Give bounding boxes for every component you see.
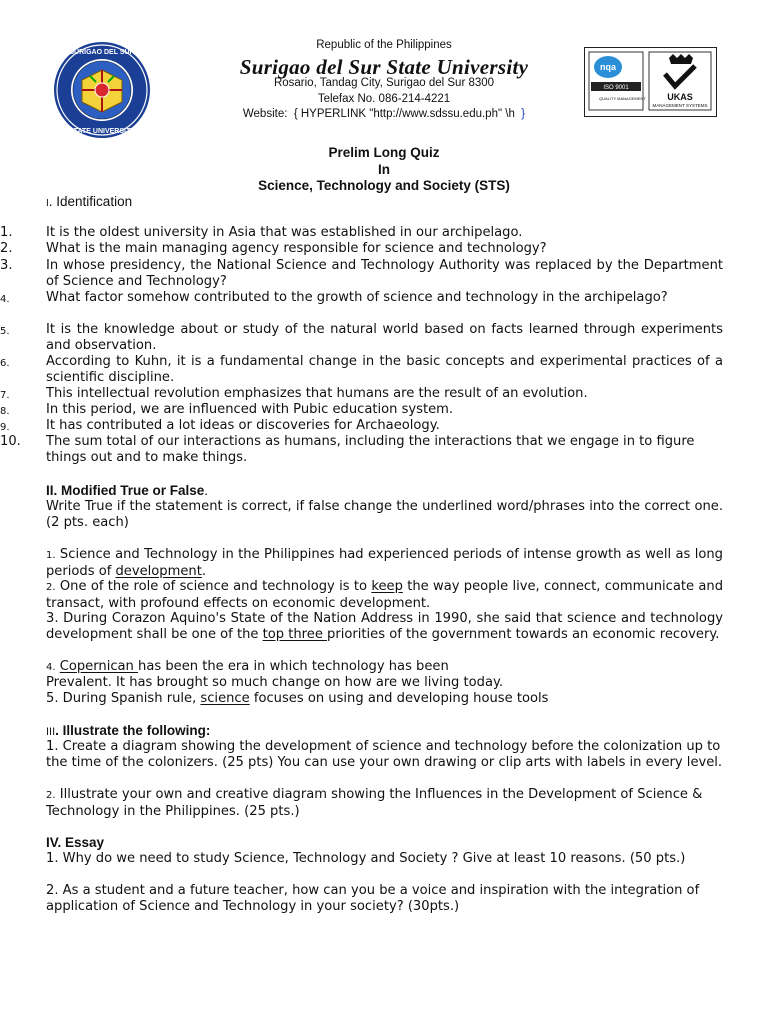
list-item: 6. According to Kuhn, it is a fundamental change in the basic concepts and experimental practices of a scientific discipline. [0, 354, 723, 385]
republic-line: Republic of the Philippines [316, 39, 452, 51]
illustrate-item-2: 2. Illustrate your own and creative diagram showing the Influences in the Development of Science & Technology in the Philippines. (25 pts.) [46, 787, 703, 819]
underlined-term: science [200, 691, 250, 706]
section-essay-heading: IV. Essay [46, 835, 105, 850]
svg-text:SURIGAO DEL SUR: SURIGAO DEL SUR [69, 49, 135, 56]
true-false-item-4: 4. Copernican has been the era in which technology has been [46, 659, 449, 674]
underlined-term: keep [371, 579, 403, 594]
underlined-term: top three [262, 627, 328, 642]
section-true-false-heading: II. Modified True or False. [46, 483, 209, 498]
list-item: 1. It is the oldest university in Asia that was established in our archipelago. [0, 225, 523, 240]
quiz-title: Prelim Long Quiz [328, 145, 440, 160]
illustrate-item-1: 1. Create a diagram showing the development of science and technology before the colonization up to the time of the colonizers. (25 pts) You can use your own drawing or clip arts with labels in every level. [46, 739, 723, 770]
list-item: 8. In this period, we are influenced with Pubic education system. [0, 402, 454, 417]
true-false-item-4-continued: Prevalent. It has brought so much change on how are we living today. [46, 675, 504, 690]
essay-item-1: 1. Why do we need to study Science, Technology and Society ? Give at least 10 reasons. (50 pts.) [46, 851, 686, 866]
true-false-item-3: 3. During Corazon Aquino's State of the Nation Address in 1990, she said that science and technology development shall be one of the top three priorities of the government towards an economic recovery. [46, 611, 723, 642]
website-label: Website: [242, 108, 288, 120]
list-item: 9. It has contributed a lot ideas or discoveries for Archaeology. [0, 418, 440, 433]
svg-text:ISO 9001: ISO 9001 [603, 85, 629, 91]
essay-item-2: 2. As a student and a future teacher, how can you be a voice and inspiration with the integration of application of Science and Technology in your society? (30pts.) [46, 883, 700, 914]
svg-text:UKAS: UKAS [667, 92, 693, 102]
true-false-instructions: Write True if the statement is correct, if false change the underlined word/phrases into the correct one. (2 pts. each) [46, 499, 723, 530]
svg-text:STATE UNIVERSITY: STATE UNIVERSITY [69, 128, 135, 135]
true-false-item-1: 1. Science and Technology in the Philippines had experienced periods of intense growth as well as long periods of development. [46, 547, 723, 579]
website-line [0, 108, 768, 120]
true-false-item-2: 2. One of the role of science and technology is to keep the way people live, connect, communicate and transact, with profound effects on economic development. [46, 579, 724, 611]
list-item: 2. What is the main managing agency responsible for science and technology? [0, 241, 547, 256]
telefax-line: Telefax No. 086-214-4221 [317, 93, 451, 105]
quiz-title-in: In [378, 162, 390, 177]
underlined-term: development [115, 564, 202, 579]
field-brace-close: } [521, 108, 526, 120]
svg-text:MANAGEMENT SYSTEMS: MANAGEMENT SYSTEMS [652, 103, 708, 108]
field-brace-open: { [293, 108, 298, 120]
svg-text:nqa: nqa [599, 62, 617, 72]
address-line: Rosario, Tandag City, Surigao del Sur 8300 [273, 77, 495, 89]
university-name: Surigao del Sur State University [239, 55, 529, 79]
list-item: 10. The sum total of our interactions as humans, including the interactions that we engage in to figure things out and to make things. [0, 434, 695, 465]
section-identification-heading: I. Identification [46, 194, 133, 209]
true-false-item-5: 5. During Spanish rule, science focuses on using and developing house tools [46, 691, 549, 706]
list-item: 7. This intellectual revolution emphasizes that humans are the result of an evolution. [0, 386, 588, 401]
section-illustrate-heading: III. Illustrate the following: [46, 723, 211, 738]
website-link[interactable]: HYPERLINK "http://www.sdssu.edu.ph" \h [300, 108, 515, 120]
underlined-term: Copernican [59, 659, 139, 674]
svg-text:QUALITY MANAGEMENT: QUALITY MANAGEMENT [599, 96, 646, 101]
quiz-subject: Science, Technology and Society (STS) [258, 178, 510, 193]
list-item: 3. In whose presidency, the National Science and Technology Authority was replaced by the Department of Science and Technology? [0, 258, 723, 289]
list-item: 4. What factor somehow contributed to the growth of science and technology in the archipelago? [0, 290, 668, 305]
list-item: 5. It is the knowledge about or study of the natural world based on facts learned through experiments and observation. [0, 322, 723, 353]
